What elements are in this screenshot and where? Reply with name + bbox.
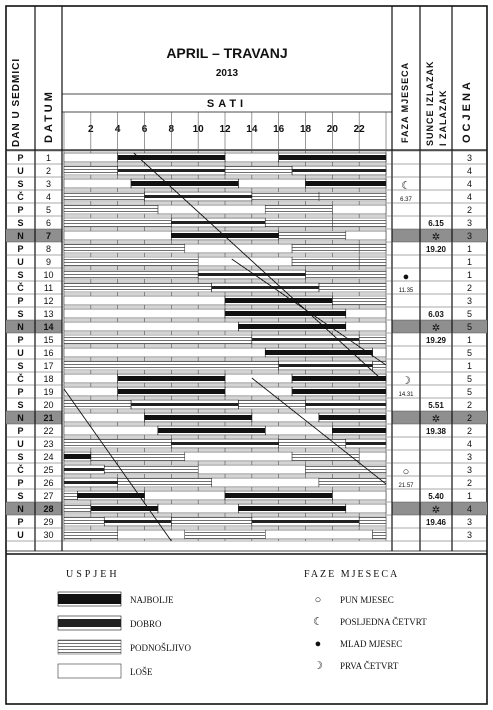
bar-lose: [64, 374, 118, 383]
bar-najbolje: [131, 181, 238, 186]
sun-time-cell: 6.03: [428, 310, 444, 319]
date-cell: 24: [43, 452, 54, 462]
rating-header: OCJENA: [461, 79, 473, 143]
rating-cell: 4: [466, 439, 473, 449]
weekday-cell: P: [17, 296, 24, 306]
rating-cell: 2: [466, 426, 473, 436]
bar-podnosljivo: [373, 530, 386, 539]
weekday-cell: P: [17, 517, 24, 527]
legend-moon-label: MLAD MJESEC: [340, 639, 403, 649]
bar-podnosljivo: [373, 361, 386, 370]
bar-podnosljivo: [64, 205, 158, 214]
hour-tick-label: 2: [88, 124, 94, 135]
bar-dobro: [58, 619, 121, 627]
bar-lose: [198, 465, 305, 474]
weekday-cell: Č: [17, 283, 24, 293]
bar-najbolje: [238, 506, 345, 511]
bar-podnosljivo: [64, 491, 77, 500]
weekday-cell: P: [17, 205, 24, 215]
weekday-cell: N: [17, 322, 24, 332]
date-cell: 11: [43, 283, 54, 293]
bar-najbolje: [225, 493, 332, 498]
bar-najbolje: [171, 233, 278, 238]
weekday-cell: Č: [17, 374, 24, 384]
sunday-sun-icon: ✲: [431, 323, 441, 334]
date-cell: 25: [43, 465, 54, 475]
rating-cell: 5: [466, 322, 473, 332]
bar-dobro: [212, 286, 319, 289]
weekday-header: DAN U SEDMICI: [11, 57, 22, 147]
weekday-cell: S: [17, 452, 24, 462]
legend-success-label: LOŠE: [130, 667, 153, 677]
rating-cell: 1: [466, 270, 473, 280]
weekday-cell: U: [17, 257, 24, 267]
sun-time-cell: 19.38: [425, 427, 447, 436]
bar-podnosljivo: [279, 231, 346, 240]
weekday-cell: S: [17, 400, 24, 410]
date-header: DATUM: [43, 89, 55, 143]
bar-lose: [58, 664, 121, 678]
bar-lose: [64, 426, 158, 435]
sunday-sun-icon: ✲: [431, 505, 441, 516]
bar-podnosljivo: [265, 218, 332, 227]
bar-podnosljivo: [359, 257, 386, 266]
date-cell: 29: [43, 517, 54, 527]
legend-moon-label: POSLJEDNA ČETVRT: [340, 617, 427, 627]
bar-najbolje: [77, 493, 144, 498]
date-cell: 1: [45, 153, 52, 163]
legend-moon-icon: ○: [314, 594, 322, 606]
bar-lose: [64, 322, 238, 331]
rating-cell: 4: [466, 166, 473, 176]
bar-najbolje: [118, 389, 225, 394]
rating-cell: 1: [466, 257, 473, 267]
bar-podnosljivo: [64, 244, 185, 253]
date-cell: 4: [45, 192, 52, 202]
date-cell: 9: [45, 257, 52, 267]
legend-moon-label: PRVA ČETVRT: [340, 661, 399, 671]
bar-dobro: [252, 338, 359, 341]
weekday-cell: S: [17, 309, 24, 319]
bar-lose: [252, 413, 319, 422]
bar-podnosljivo: [252, 192, 319, 201]
sun-time-cell: 5.40: [428, 492, 444, 501]
bar-lose: [198, 257, 292, 266]
date-cell: 10: [43, 270, 54, 280]
bar-dobro: [145, 195, 252, 198]
legend-moon-icon: ☽: [313, 660, 323, 672]
bar-podnosljivo: [332, 218, 386, 227]
moon-phase-icon: ●: [402, 271, 410, 283]
rating-cell: 3: [466, 517, 473, 527]
date-cell: 17: [43, 361, 54, 371]
bar-lose: [238, 179, 305, 188]
sunday-shade-left: [6, 229, 62, 242]
bar-najbolje: [306, 181, 387, 186]
bar-lose: [64, 348, 265, 357]
bar-podnosljivo: [292, 257, 359, 266]
page-title: APRIL – TRAVANJ: [166, 45, 288, 61]
bar-dobro: [118, 169, 225, 172]
sunday-shade-left: [6, 411, 62, 424]
bar-podnosljivo: [64, 270, 198, 279]
date-cell: 13: [43, 309, 54, 319]
rating-cell: 3: [466, 231, 473, 241]
rating-cell: 2: [466, 400, 473, 410]
rating-cell: 2: [466, 205, 473, 215]
rating-cell: 5: [466, 309, 473, 319]
bar-dobro: [252, 520, 359, 523]
bar-lose: [64, 296, 225, 305]
date-cell: 28: [43, 504, 54, 514]
bar-najbolje: [292, 389, 386, 394]
bar-najbolje: [279, 155, 386, 160]
rating-cell: 4: [466, 504, 473, 514]
bar-lose: [118, 530, 185, 539]
bar-podnosljivo: [91, 452, 185, 461]
page-year: 2013: [215, 68, 239, 79]
bar-lose: [265, 530, 372, 539]
date-cell: 30: [43, 530, 54, 540]
bar-dobro: [346, 442, 386, 445]
bar-podnosljivo: [279, 439, 346, 448]
weekday-cell: S: [17, 218, 24, 228]
weekday-cell: P: [17, 478, 24, 488]
weekday-cell: Č: [17, 192, 24, 202]
bar-podnosljivo: [306, 270, 387, 279]
bar-podnosljivo: [64, 530, 118, 539]
bar-lose: [158, 504, 239, 513]
moon-phase-time: 6.37: [400, 197, 412, 203]
sun-header-line2: I ZALAZAK: [438, 89, 448, 146]
bar-lose: [145, 491, 226, 500]
legend-moon-title: FAZE MJESECA: [304, 569, 400, 580]
bar-podnosljivo: [319, 192, 386, 201]
bar-najbolje: [118, 155, 225, 160]
bar-podnosljivo: [64, 192, 145, 201]
bar-lose: [373, 348, 386, 357]
weekday-cell: P: [17, 426, 24, 436]
bar-podnosljivo: [64, 283, 212, 292]
legend-moon-icon: ●: [314, 638, 322, 650]
bar-lose: [158, 205, 265, 214]
weekday-cell: S: [17, 270, 24, 280]
bar-podnosljivo: [292, 452, 359, 461]
bar-podnosljivo: [265, 205, 332, 214]
hour-tick-label: 8: [168, 124, 175, 135]
bar-lose: [346, 231, 386, 240]
hours-label: SATI: [206, 98, 248, 110]
date-cell: 6: [45, 218, 52, 228]
date-cell: 14: [43, 322, 54, 332]
bar-podnosljivo: [306, 465, 387, 474]
bar-podnosljivo: [359, 517, 386, 526]
hour-tick-label: 12: [219, 124, 231, 135]
bar-podnosljivo: [64, 439, 171, 448]
sun-time-cell: 19.20: [425, 245, 447, 254]
date-cell: 27: [43, 491, 54, 501]
bar-podnosljivo: [359, 335, 386, 344]
bar-dobro: [292, 169, 386, 172]
weekday-cell: S: [17, 179, 24, 189]
date-cell: 16: [43, 348, 54, 358]
weekday-cell: U: [17, 439, 24, 449]
bar-lose: [225, 153, 279, 162]
sunday-sun-icon: ✲: [431, 414, 441, 425]
legend-success-label: DOBRO: [130, 619, 162, 629]
bar-podnosljivo: [64, 517, 104, 526]
moon-phase-time: 14.31: [398, 392, 414, 398]
moon-phase-icon: ☾: [401, 180, 411, 192]
bar-lose: [64, 179, 131, 188]
bar-najbolje: [158, 428, 265, 433]
bar-najbolje: [319, 415, 386, 420]
bar-podnosljivo: [64, 166, 118, 175]
sunday-sun-icon: ✲: [431, 232, 441, 243]
bar-podnosljivo: [359, 244, 386, 253]
rating-cell: 5: [466, 348, 473, 358]
sun-header-line1: SUNCE IZLAZAK: [425, 60, 435, 146]
rating-cell: 2: [466, 478, 473, 488]
rating-cell: 5: [466, 374, 473, 384]
bar-najbolje: [64, 454, 91, 459]
sun-time-cell: 19.46: [425, 518, 447, 527]
rating-cell: 1: [466, 244, 473, 254]
bar-lose: [359, 452, 386, 461]
bar-lose: [332, 205, 386, 214]
legend-success-label: PODNOŠLJIVO: [130, 643, 192, 653]
bar-lose: [64, 231, 171, 240]
bar-dobro: [279, 364, 373, 367]
bar-podnosljivo: [64, 257, 198, 266]
hour-tick-label: 20: [326, 124, 338, 135]
bar-najbolje: [225, 298, 332, 303]
bar-podnosljivo: [64, 335, 252, 344]
bar-lose: [346, 504, 386, 513]
legend-success-label: NAJBOLJE: [130, 595, 174, 605]
weekday-cell: N: [17, 413, 24, 423]
bar-podnosljivo: [332, 296, 386, 305]
bar-najbolje: [332, 428, 386, 433]
bar-dobro: [306, 403, 387, 406]
bar-lose: [64, 153, 118, 162]
bar-podnosljivo: [319, 478, 386, 487]
bar-podnosljivo: [64, 218, 171, 227]
rating-cell: 1: [466, 491, 473, 501]
bar-podnosljivo: [64, 504, 91, 513]
weekday-cell: N: [17, 504, 24, 514]
rating-cell: 3: [466, 452, 473, 462]
legend-success-title: USPJEH: [66, 569, 120, 580]
moon-phase-time: 21.57: [398, 483, 414, 489]
hour-tick-label: 22: [353, 124, 365, 135]
date-cell: 2: [45, 166, 52, 176]
rating-cell: 3: [466, 218, 473, 228]
bar-lose: [64, 413, 145, 422]
rating-cell: 3: [466, 465, 473, 475]
bar-podnosljivo: [64, 361, 279, 370]
bar-najbolje: [145, 415, 252, 420]
hour-tick-label: 10: [192, 124, 204, 135]
bar-podnosljivo: [225, 166, 292, 175]
bar-lose: [64, 387, 118, 396]
bar-dobro: [64, 468, 104, 471]
weekday-cell: Č: [17, 465, 24, 475]
moon-phase-header: FAZA MJESECA: [400, 61, 410, 143]
date-cell: 7: [45, 231, 52, 241]
rating-cell: 2: [466, 283, 473, 293]
rating-cell: 2: [466, 413, 473, 423]
bar-lose: [225, 387, 292, 396]
date-cell: 23: [43, 439, 54, 449]
rating-cell: 4: [466, 192, 473, 202]
sun-time-cell: 19.29: [425, 336, 447, 345]
bar-najbolje: [292, 376, 386, 381]
date-cell: 18: [43, 374, 54, 384]
weekday-cell: P: [17, 335, 24, 345]
date-cell: 5: [45, 205, 52, 215]
weekday-cell: U: [17, 530, 24, 540]
bar-dobro: [198, 273, 305, 276]
bar-najbolje: [58, 594, 121, 604]
date-cell: 26: [43, 478, 54, 488]
date-cell: 21: [43, 413, 54, 423]
sunday-shade-left: [6, 502, 62, 515]
rating-cell: 3: [466, 153, 473, 163]
weekday-cell: S: [17, 361, 24, 371]
bar-najbolje: [265, 350, 372, 355]
bar-dobro: [64, 481, 118, 484]
bar-lose: [332, 491, 386, 500]
weekday-cell: P: [17, 387, 24, 397]
rating-cell: 4: [466, 179, 473, 189]
bar-podnosljivo: [238, 400, 305, 409]
weekday-cell: S: [17, 491, 24, 501]
weekday-cell: U: [17, 166, 24, 176]
weekday-cell: P: [17, 153, 24, 163]
date-cell: 19: [43, 387, 54, 397]
moon-phase-icon: ☽: [401, 375, 411, 387]
sunday-shade-left: [6, 320, 62, 333]
bar-dobro: [171, 221, 265, 224]
rating-cell: 5: [466, 387, 473, 397]
bar-dobro: [104, 520, 171, 523]
weekday-cell: P: [17, 244, 24, 254]
moon-phase-time: 11.35: [398, 288, 414, 294]
date-cell: 8: [45, 244, 52, 254]
bar-najbolje: [118, 376, 225, 381]
bar-podnosljivo: [171, 517, 252, 526]
bar-podnosljivo: [319, 283, 386, 292]
bar-lose: [346, 322, 386, 331]
hour-tick-label: 18: [299, 124, 312, 135]
date-cell: 3: [45, 179, 52, 189]
bar-podnosljivo: [185, 530, 266, 539]
hour-tick-label: 4: [114, 124, 121, 135]
rating-cell: 3: [466, 530, 473, 540]
legend-moon-label: PUN MJESEC: [340, 595, 394, 605]
sun-time-cell: 6.15: [428, 219, 444, 228]
bar-najbolje: [225, 311, 346, 316]
bar-lose: [212, 478, 319, 487]
date-cell: 20: [43, 400, 54, 410]
bar-podnosljivo: [64, 400, 131, 409]
rating-cell: 1: [466, 361, 473, 371]
date-cell: 22: [43, 426, 54, 436]
bar-lose: [185, 452, 292, 461]
date-cell: 15: [43, 335, 54, 345]
date-cell: 12: [43, 296, 54, 306]
bar-dobro: [171, 442, 278, 445]
bar-lose: [225, 374, 292, 383]
legend-moon-icon: ☾: [313, 616, 323, 628]
rating-cell: 3: [466, 296, 473, 306]
bar-lose: [64, 309, 225, 318]
bar-podnosljivo: [292, 244, 359, 253]
weekday-cell: U: [17, 348, 24, 358]
bar-lose: [346, 309, 386, 318]
hour-tick-label: 6: [141, 124, 148, 135]
rating-cell: 1: [466, 335, 473, 345]
bar-dobro: [131, 403, 238, 406]
bar-podnosljivo: [58, 640, 121, 654]
weekday-cell: N: [17, 231, 24, 241]
hour-tick-label: 14: [246, 124, 258, 135]
sun-time-cell: 5.51: [428, 401, 444, 410]
hour-tick-label: 16: [273, 124, 285, 135]
moon-phase-icon: ○: [402, 466, 410, 478]
